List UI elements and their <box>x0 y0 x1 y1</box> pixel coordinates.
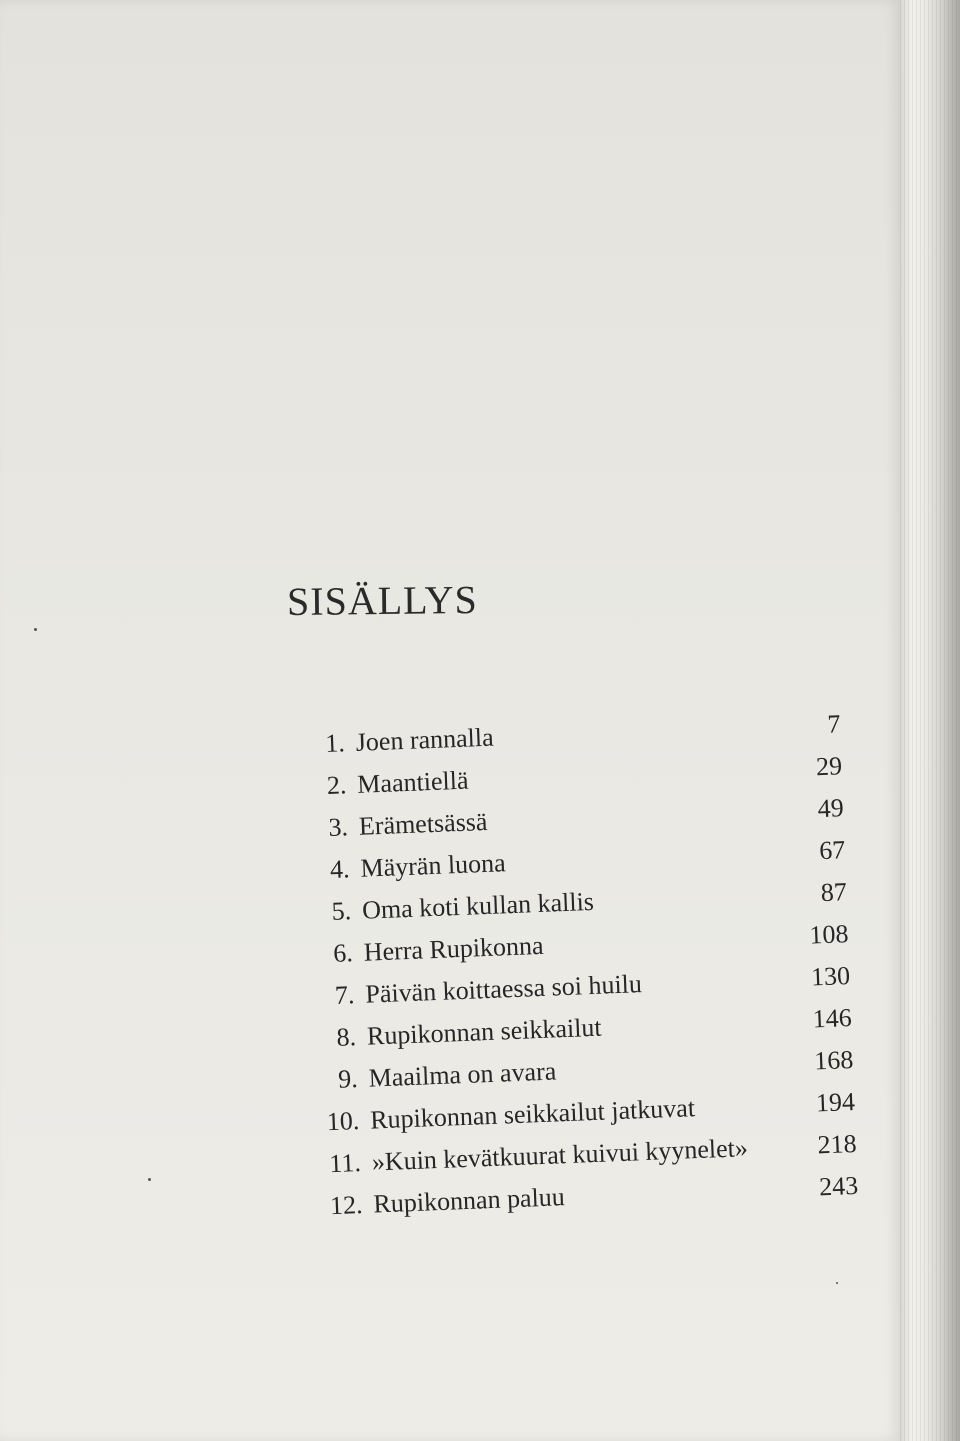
toc-title: Päivän koittaessa soi huilu <box>364 969 643 1009</box>
toc-title: Mäyrän luona <box>360 848 507 883</box>
paper-speck <box>148 1178 151 1181</box>
toc-page-number: 7 <box>826 709 841 739</box>
toc-page-number: 108 <box>808 919 850 950</box>
toc-number: 3. <box>327 812 349 842</box>
toc-title: »Kuin kevätkuurat kuivui kyynelet» <box>371 1133 749 1177</box>
toc-number: 7. <box>334 980 355 1010</box>
toc-page-number: 194 <box>815 1086 856 1118</box>
toc-page-number: 87 <box>820 877 848 908</box>
toc-title: Maailma on avara <box>368 1056 557 1093</box>
toc-number: 6. <box>332 938 354 968</box>
toc-page-number: 29 <box>815 751 843 782</box>
paper-speck <box>34 628 37 631</box>
toc-title: Rupikonnan paluu <box>372 1182 566 1219</box>
toc-number: 1. <box>324 728 346 759</box>
toc-page-number: 130 <box>810 961 851 992</box>
toc-number: 5. <box>331 896 352 926</box>
toc-title: Maantiellä <box>356 765 470 799</box>
toc-title: Joen rannalla <box>355 722 495 757</box>
toc-title: Erämetsässä <box>358 806 488 841</box>
page-title: SISÄLLYS <box>286 577 478 624</box>
toc-title: Herra Rupikonna <box>363 930 545 967</box>
toc-title: Rupikonnan seikkailut <box>366 1012 603 1051</box>
toc-number: 4. <box>329 854 351 884</box>
table-of-contents <box>300 703 879 1228</box>
toc-number: 11. <box>328 1147 362 1179</box>
toc-number: 10. <box>326 1106 360 1137</box>
toc-number: 9. <box>337 1064 359 1094</box>
toc-page-number: 218 <box>816 1128 858 1160</box>
page-stack-edge <box>900 0 960 1441</box>
toc-number: 12. <box>329 1189 364 1221</box>
toc-page-number: 67 <box>818 835 846 866</box>
toc-page-number: 168 <box>813 1045 854 1076</box>
toc-page-number: 243 <box>818 1170 859 1202</box>
toc-number: 2. <box>326 770 347 801</box>
toc-number: 8. <box>335 1022 357 1052</box>
toc-page-number: 49 <box>817 793 845 824</box>
paper-speck <box>836 1282 838 1284</box>
toc-page-number: 146 <box>812 1003 853 1034</box>
toc-title: Rupikonnan seikkailut jatkuvat <box>369 1093 696 1135</box>
toc-title: Oma koti kullan kallis <box>361 886 595 925</box>
